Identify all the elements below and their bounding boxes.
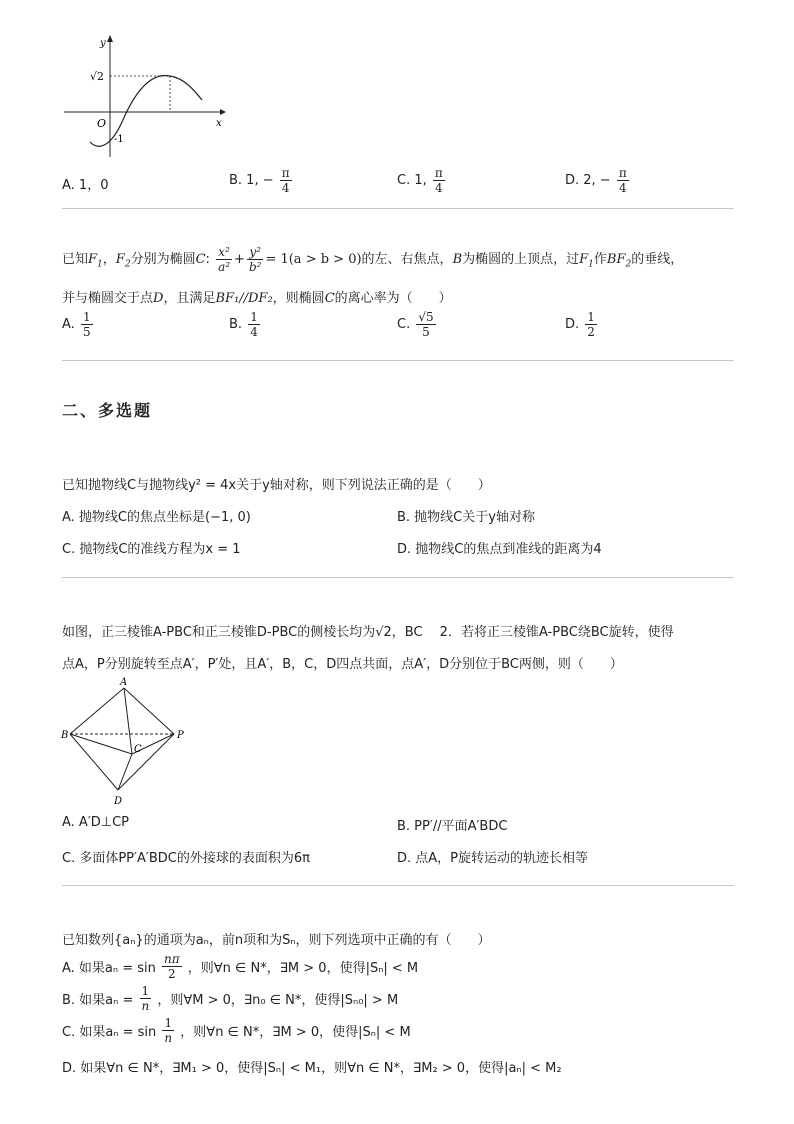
q3-option-d: D. 抛物线C的焦点到准线的距离为4 [397,542,602,557]
q4-option-b: B. PP′//平面A′BDC [397,819,508,834]
q5-option-d: D. 如果∀n ∈ N*，∃M₁ > 0，使得|Sₙ| < M₁，则∀n ∈ N*，∃M₂ > 0，使得|aₙ| < M₂ [62,1061,562,1076]
divider-4 [62,885,734,886]
curve [90,76,202,147]
neg1-label: -1 [114,134,124,145]
q4-line2: 点A，P分别旋转至点A′，P′处，且A′，B，C，D四点共面，点A′，D分别位于BC两侧，则（ ） [62,657,623,672]
q2-option-d: D. $\frac{1}{2}$ [565,310,595,339]
q1-c-prefix: C. 1, [397,173,427,188]
divider-2 [62,360,734,361]
sine-graph [60,32,230,162]
q4-line1: 如图，正三棱锥A-PBC和正三棱锥D-PBC的侧棱长均为√2，BC 2．若将正三棱锥A-PBC绕BC旋转，使得 [62,625,674,640]
y-label: y [100,38,106,49]
q4-option-d: D. 点A，P旋转运动的轨迹长相等 [397,851,589,866]
q2-line2: 并与椭圆交于点D，且满足BF₁//DF₂，则椭圆C的离心率为（ ） [62,291,452,306]
q1-option-a: A. 1，0 [62,178,109,193]
q4-option-a: A. A′D⊥CP [62,815,130,830]
x-label: x [216,118,222,129]
q1-b-prefix: B. 1, − [229,173,274,188]
q1-option-c [397,166,447,195]
q5-stem: 已知数列{aₙ}的通项为aₙ，前n项和为Sₙ，则下列选项中正确的有（ ） [62,933,491,948]
label-B: B [61,730,69,741]
q2-option-c: C. $\frac{√5}{5}$ [397,310,434,339]
q1-d-num: π [618,166,627,180]
divider-3 [62,577,734,578]
q1-b-num: π [281,166,290,180]
q1-c-num: π [434,166,443,180]
q3-option-b: B. 抛物线C关于y轴对称 [397,510,535,525]
label-C: C [134,744,142,755]
q3-stem: 已知抛物线C与抛物线y² = 4x关于y轴对称，则下列说法正确的是（ ） [62,478,491,493]
q1-b-den: 4 [281,181,290,195]
q3-option-a: A. 抛物线C的焦点坐标是(−1, 0) [62,510,251,525]
label-A: A [120,677,128,688]
pyramid-figure [60,676,200,810]
q2-line1: 已知$F_1$，$F_2$分别为椭圆C: $\frac{\text{x²}}{\text{a²}}$ + $\frac{\text{y²}}{\text{b²}}$ = 1(a > b > 0)的左、右焦点，B为椭圆的上顶点，过$F_1$作$BF_2$的垂线， [62,245,684,274]
q2-option-a: A. $\frac{1}{5}$ [62,310,91,339]
divider-1 [62,208,734,209]
q5-option-a: A. 如果aₙ = sin $\frac{n\pi}{2}$ ，则∀n ∈ N*，∃M > 0，使得|Sₙ| < M [62,952,419,981]
section-title: 二、多选题 [62,401,153,420]
origin-label: O [97,117,107,130]
q1-option-d [565,166,631,195]
q1-d-prefix: D. 2, − [565,173,611,188]
q1-option-b [229,166,294,195]
q1-c-den: 4 [435,181,443,195]
q1-d-den: 4 [618,181,627,195]
label-D: D [114,796,123,807]
label-P: P [177,730,184,741]
q5-option-c: C. 如果aₙ = sin $\frac{1}{n}$ ，则∀n ∈ N*，∃M > 0，使得|Sₙ| < M [62,1016,411,1045]
q3-option-c: C. 抛物线C的准线方程为x = 1 [62,542,241,557]
q5-option-b: B. 如果aₙ = $\frac{1}{n}$ ，则∀M > 0，∃n₀ ∈ N*，使得|Sₙ₀| > M [62,984,399,1013]
sqrt2-label: √2 [90,70,105,83]
q2-option-b: B. $\frac{1}{4}$ [229,310,258,339]
q4-option-c: C. 多面体PP′A′BDC的外接球的表面积为6π [62,851,310,866]
